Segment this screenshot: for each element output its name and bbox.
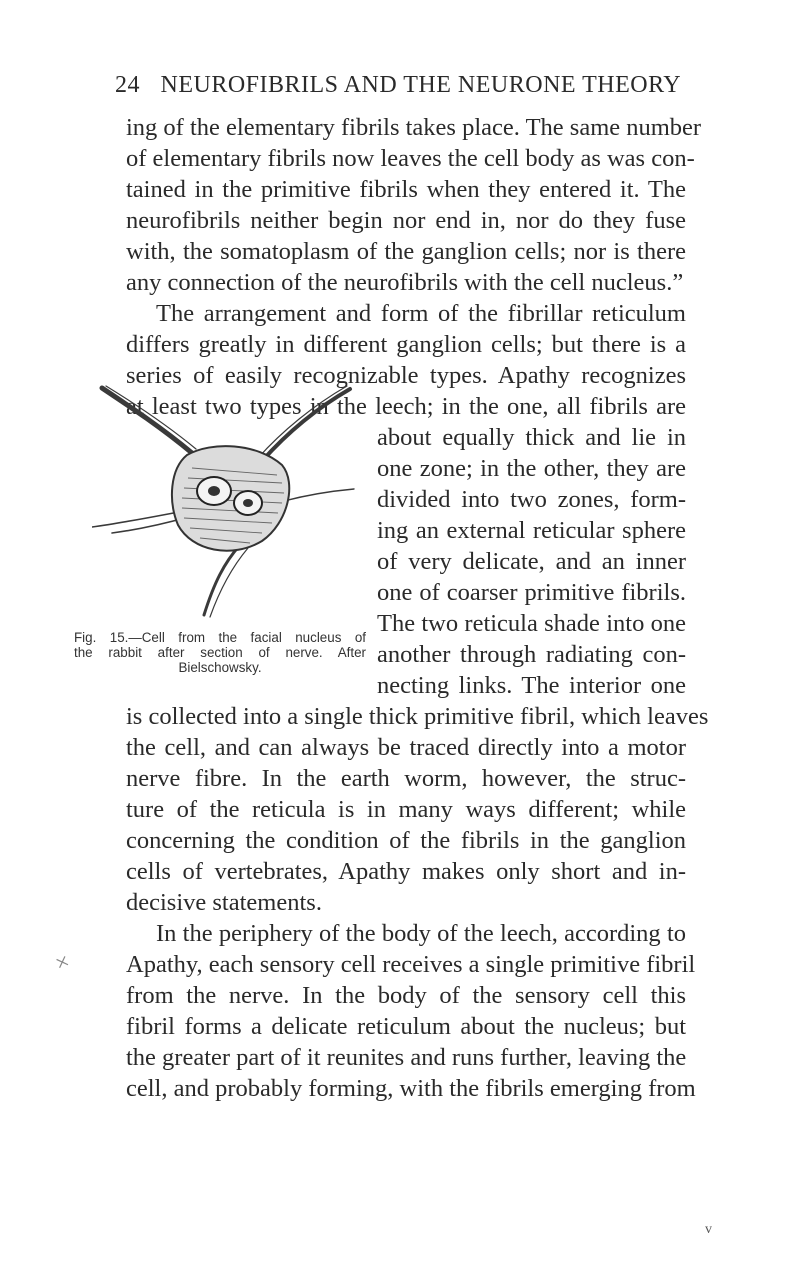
text-line: of elementary fibrils now leaves the cell body as was con- (126, 145, 695, 172)
text-line: cells of vertebrates, Apathy makes only short and in- (126, 858, 686, 885)
caption-line: Bielschowsky. (178, 660, 262, 675)
figure-caption (74, 630, 366, 675)
text-line: The two reticula shade into one (377, 610, 686, 637)
text-line: divided into two zones, form- (377, 486, 686, 513)
text-line: with, the somatoplasm of the ganglion cells; nor is there (126, 238, 686, 265)
text-line: nerve fibre. In the earth worm, however, the struc- (126, 765, 686, 792)
nerve-cell-drawing (92, 383, 357, 619)
text-line: series of easily recognizable types. Apathy recognizes (126, 362, 686, 389)
text-line: one of coarser primitive fibrils. (377, 579, 686, 606)
text-line: fibril forms a delicate reticulum about the nucleus; but (126, 1013, 686, 1040)
running-header (115, 72, 685, 99)
text-line: one zone; in the other, they are (377, 455, 686, 482)
signature-mark: v (705, 1222, 712, 1237)
text-line: about equally thick and lie in (377, 424, 686, 451)
text-line: Apathy, each sensory cell receives a single primitive fibril (126, 951, 696, 978)
running-title: NEUROFIBRILS AND THE NEURONE THEORY (160, 72, 682, 98)
text-line: ture of the reticula is in many ways different; while (126, 796, 686, 823)
caption-line: the rabbit after section of nerve. After (74, 645, 366, 660)
text-line: at least two types in the leech; in the one, all fibrils are (126, 393, 686, 420)
text-line: differs greatly in different ganglion cells; but there is a (126, 331, 686, 358)
text-line: decisive statements. (126, 889, 322, 916)
caption-line: Fig. 15.—Cell from the facial nucleus of (74, 630, 366, 645)
figure-illustration (92, 383, 357, 619)
text-line: necting links. The interior one (377, 672, 686, 699)
text-line: ing of the elementary fibrils takes place. The same number (126, 114, 702, 141)
text-line: another through radiating con- (377, 641, 686, 668)
text-line: concerning the condition of the fibrils in the ganglion (126, 827, 686, 854)
text-line: In the periphery of the body of the leech, according to (156, 920, 686, 947)
text-line: The arrangement and form of the fibrillar reticulum (156, 300, 686, 327)
text-line: of very delicate, and an inner (377, 548, 686, 575)
text-line: the cell, and can always be traced directly into a motor (126, 734, 686, 761)
text-line: neurofibrils neither begin nor end in, nor do they fuse (126, 207, 686, 234)
text-line: tained in the primitive fibrils when they entered it. The (126, 176, 686, 203)
text-line: from the nerve. In the body of the sensory cell this (126, 982, 686, 1009)
page-number: 24 (115, 72, 140, 98)
margin-mark: × (51, 948, 74, 978)
text-line: any connection of the neurofibrils with the cell nucleus.” (126, 269, 684, 296)
text-line: the greater part of it reunites and runs further, leaving the (126, 1044, 687, 1071)
text-line: is collected into a single thick primitive fibril, which leaves (126, 703, 709, 730)
text-line: ing an external reticular sphere (377, 517, 686, 544)
text-line: cell, and probably forming, with the fibrils emerging from (126, 1075, 696, 1102)
